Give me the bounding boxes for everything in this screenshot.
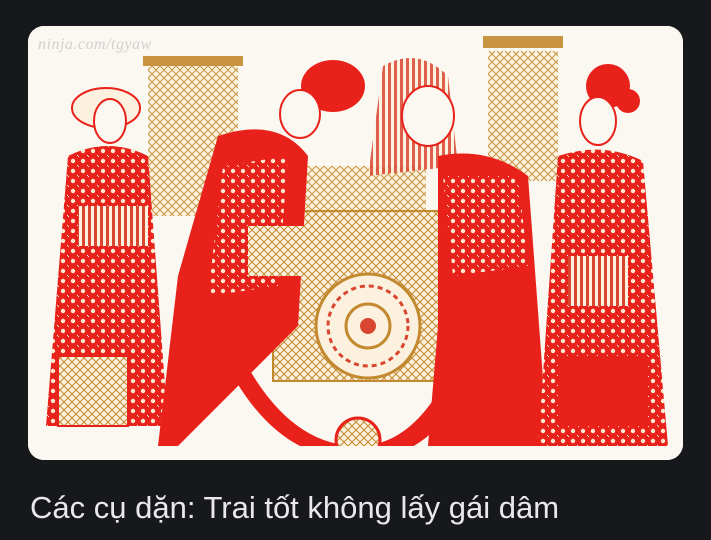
paper-cut-wedding-image <box>28 26 683 460</box>
post-caption: Các cụ dặn: Trai tốt không lấy gái dâm <box>30 490 560 525</box>
post-image[interactable] <box>28 26 683 460</box>
image-watermark: ninja.com/tgyaw <box>38 36 152 53</box>
